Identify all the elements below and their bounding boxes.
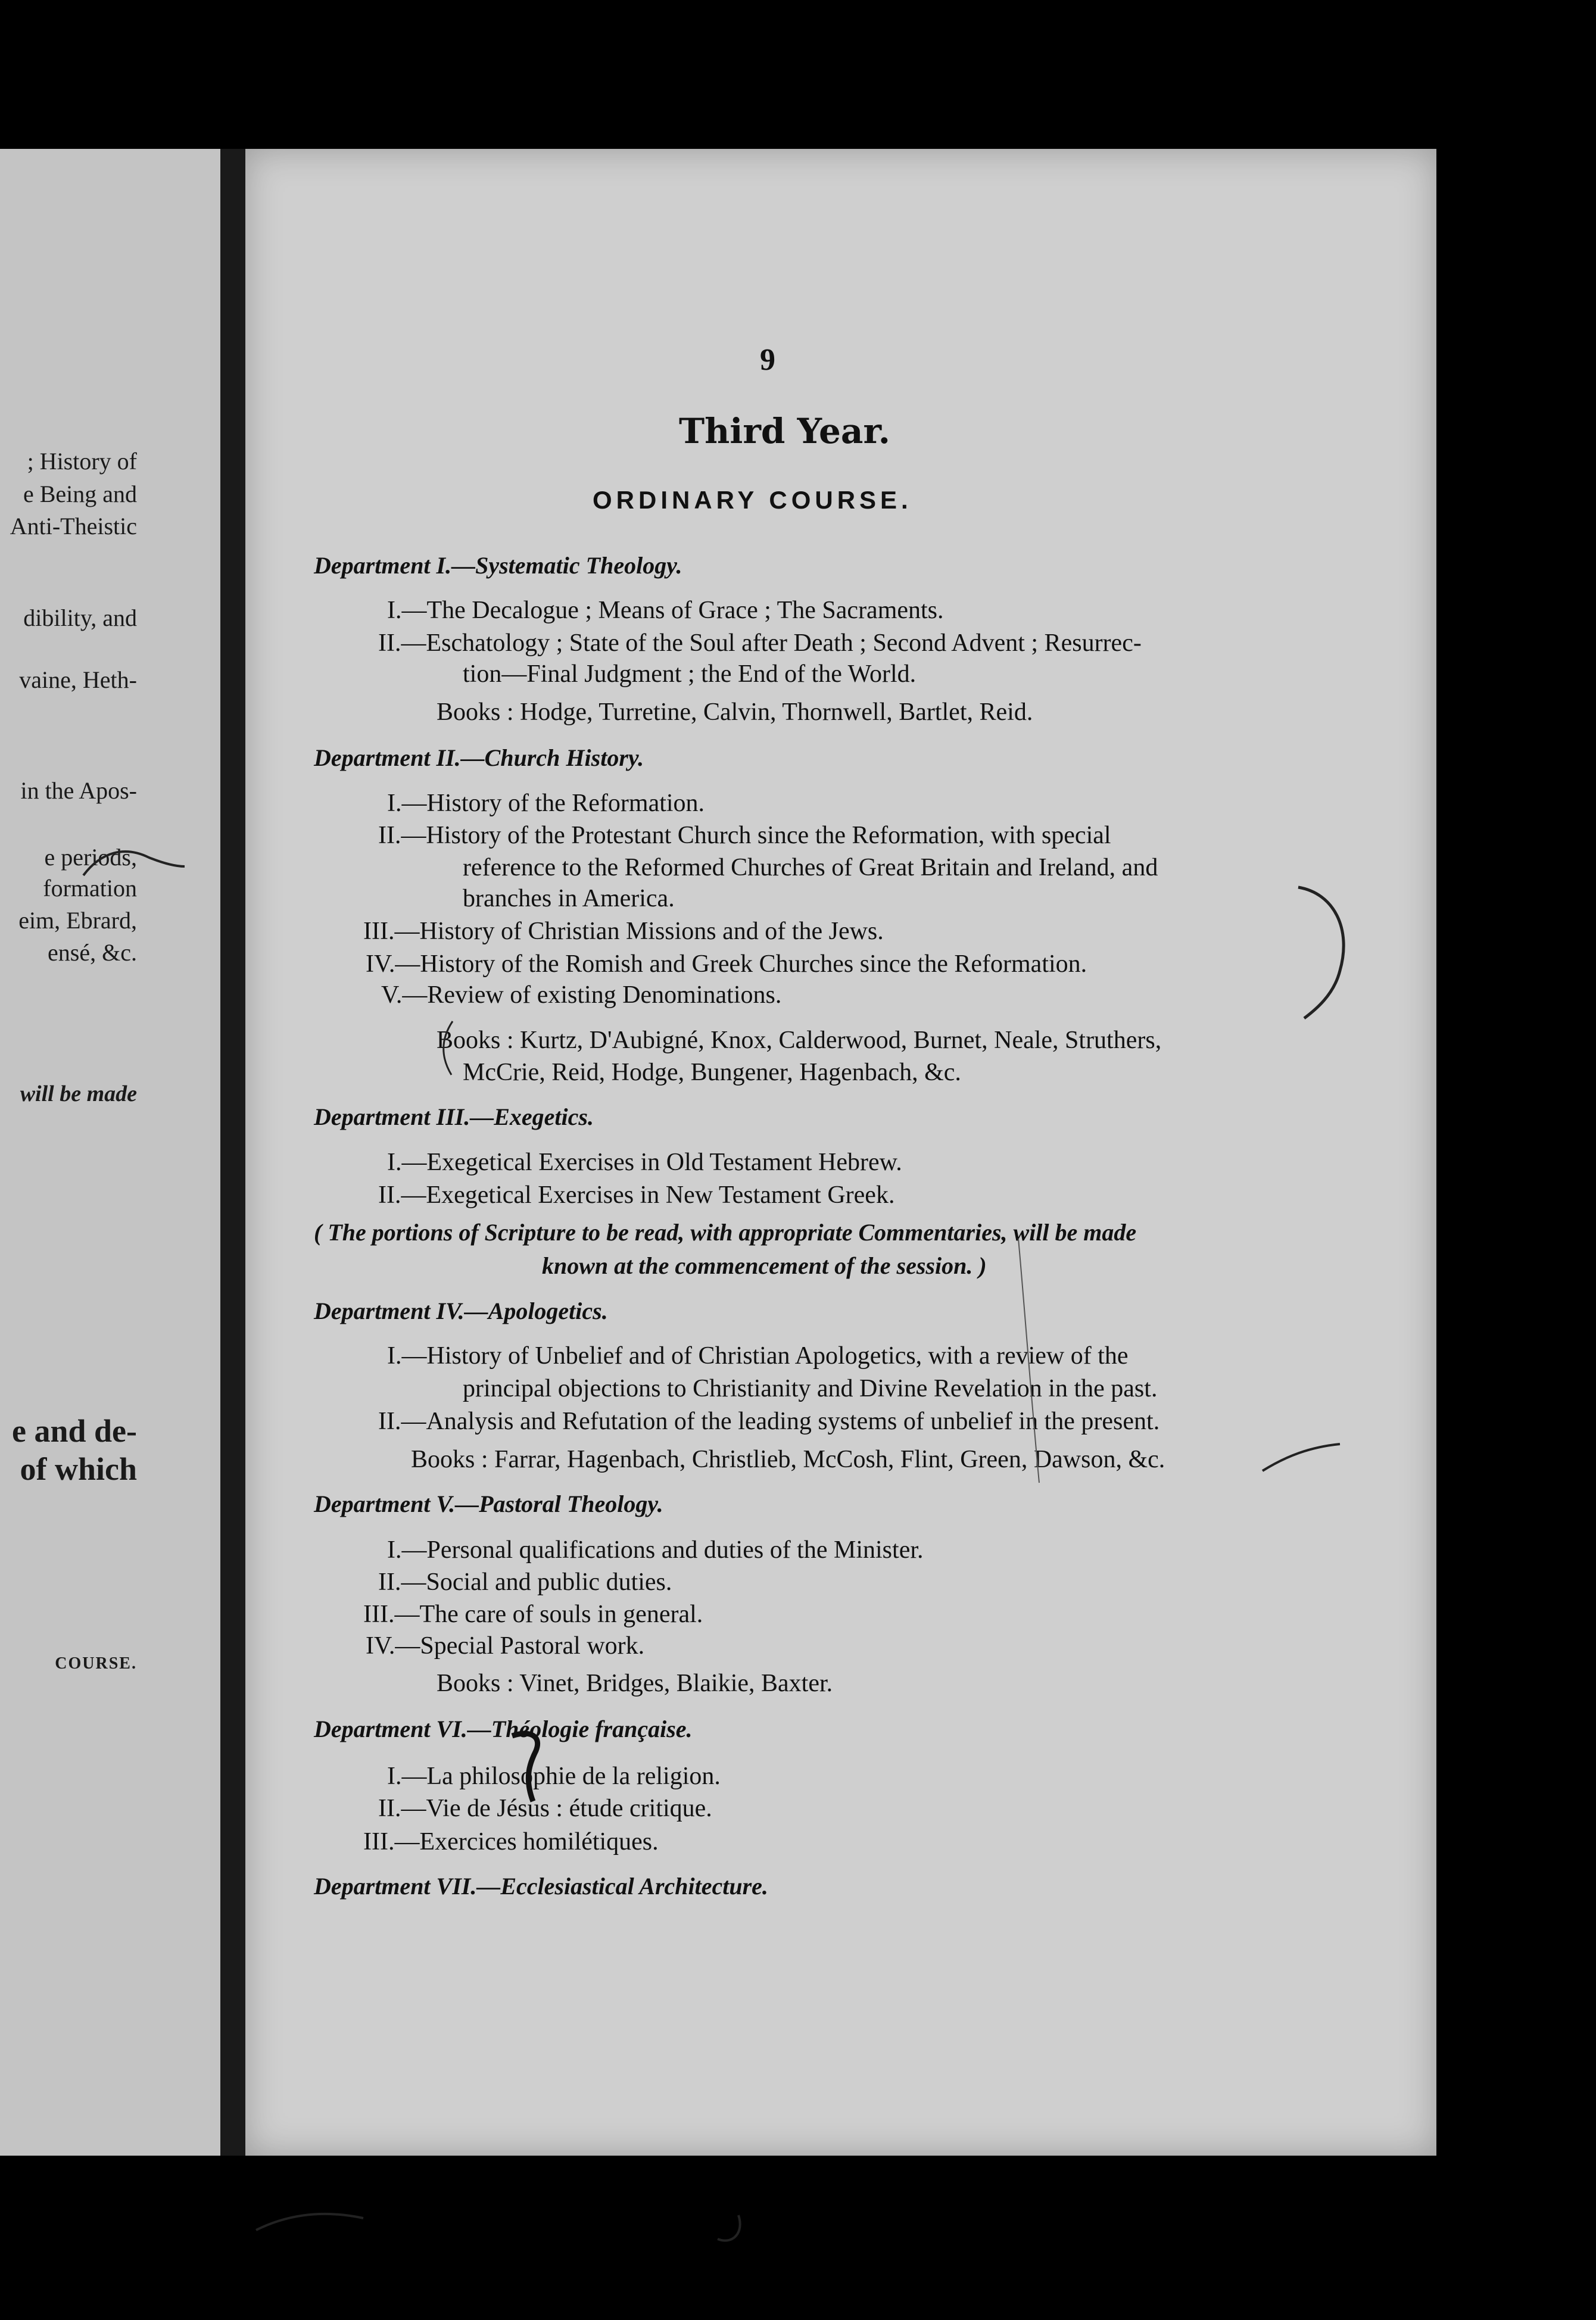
left-fragment: COURSE. xyxy=(55,1654,137,1673)
course-line: II.—Exegetical Exercises in New Testament Greek. xyxy=(378,1181,895,1209)
course-line: II.—Analysis and Refutation of the leading systems of unbelief in the present. xyxy=(378,1408,1160,1435)
left-fragment: eim, Ebrard, xyxy=(18,907,137,934)
course-line: IV.—Special Pastoral work. xyxy=(366,1632,645,1660)
left-page xyxy=(0,149,220,2156)
course-line: II.—Eschatology ; State of the Soul after Death ; Second Advent ; Resurrec- xyxy=(378,629,1142,657)
course-line: IV.—History of the Romish and Greek Churches since the Reformation. xyxy=(366,950,1087,978)
books-line: Books : Farrar, Hagenbach, Christlieb, McCosh, Flint, Green, Dawson, &c. xyxy=(411,1446,1165,1473)
left-fragment: e and de- xyxy=(11,1413,137,1449)
course-line: reference to the Reformed Churches of Great Britain and Ireland, and xyxy=(463,854,1158,881)
left-fragment: of which xyxy=(20,1451,137,1487)
bracket-mark xyxy=(435,1015,459,1081)
course-line: I.—The Decalogue ; Means of Grace ; The Sacraments. xyxy=(387,597,944,624)
course-line: I.—History of the Reformation. xyxy=(387,790,705,817)
department-title: Department III.—Exegetics. xyxy=(314,1103,594,1130)
year-heading: Third Year. xyxy=(679,411,890,451)
course-line: principal objections to Christianity and Divine Revelation in the past. xyxy=(463,1375,1158,1402)
department-title: Department I.—Systematic Theology. xyxy=(314,552,682,579)
course-line: tion—Final Judgment ; the End of the World. xyxy=(463,660,917,688)
books-line: Books : Vinet, Bridges, Blaikie, Baxter. xyxy=(437,1670,833,1697)
course-line: V.—Review of existing Denominations. xyxy=(381,981,782,1009)
left-fragment: formation xyxy=(43,875,137,902)
course-line: I.—Personal qualifications and duties of the Minister. xyxy=(387,1536,924,1564)
note-line: known at the commencement of the session. ) xyxy=(542,1252,987,1279)
pen-mark xyxy=(1257,1432,1346,1480)
note-line: ( The portions of Scripture to be read, with appropriate Commentaries, will be made xyxy=(314,1219,1137,1246)
course-line: I.—History of Unbelief and of Christian Apologetics, with a review of the xyxy=(387,1342,1129,1370)
left-fragment: e periods, xyxy=(44,844,137,871)
course-heading: ORDINARY COURSE. xyxy=(593,486,912,514)
course-line: III.—The care of souls in general. xyxy=(363,1601,703,1628)
course-line: I.—La philosophie de la religion. xyxy=(387,1763,721,1790)
pen-mark xyxy=(250,2203,369,2239)
course-line: III.—Exercices homilétiques. xyxy=(363,1828,659,1856)
books-line: Books : Hodge, Turretine, Calvin, Thornwell, Bartlet, Reid. xyxy=(437,699,1033,726)
course-line: I.—Exegetical Exercises in Old Testament Hebrew. xyxy=(387,1149,902,1176)
book-gutter xyxy=(220,149,245,2156)
left-fragment: ensé, &c. xyxy=(48,939,137,966)
department-title: Department IV.—Apologetics. xyxy=(314,1298,608,1324)
course-line: II.—Vie de Jésus : étude critique. xyxy=(378,1795,712,1822)
left-fragment: in the Apos- xyxy=(20,777,137,804)
department-title: Department II.—Church History. xyxy=(314,744,644,771)
left-fragment: dibility, and xyxy=(23,604,137,631)
course-line: III.—History of Christian Missions and of the Jews. xyxy=(363,918,884,945)
department-title: Department V.—Pastoral Theology. xyxy=(314,1490,663,1517)
department-title: Department VII.—Ecclesiastical Architecture. xyxy=(314,1873,768,1900)
course-line: II.—History of the Protestant Church since the Reformation, with special xyxy=(378,822,1111,849)
left-fragment: ; History of xyxy=(27,448,137,475)
left-fragment: vaine, Heth- xyxy=(19,666,137,693)
bracket-mark xyxy=(1292,881,1364,1024)
pen-mark xyxy=(77,840,191,887)
ink-blot-mark xyxy=(500,1724,554,1807)
course-line: branches in America. xyxy=(463,885,675,912)
books-line: Books : Kurtz, D'Aubigné, Knox, Calderwood, Burnet, Neale, Struthers, xyxy=(437,1027,1162,1054)
books-line: McCrie, Reid, Hodge, Bungener, Hagenbach, &c. xyxy=(463,1059,961,1086)
left-fragment: e Being and xyxy=(23,481,137,507)
pen-mark xyxy=(709,2209,750,2251)
left-fragment: Anti-Theistic xyxy=(10,513,137,540)
pencil-line-mark xyxy=(1012,1233,1048,1489)
page-number: 9 xyxy=(760,343,775,377)
department-title: Department VI.—Théologie française. xyxy=(314,1716,693,1742)
course-line: II.—Social and public duties. xyxy=(378,1569,672,1596)
left-fragment: will be made xyxy=(20,1081,137,1106)
